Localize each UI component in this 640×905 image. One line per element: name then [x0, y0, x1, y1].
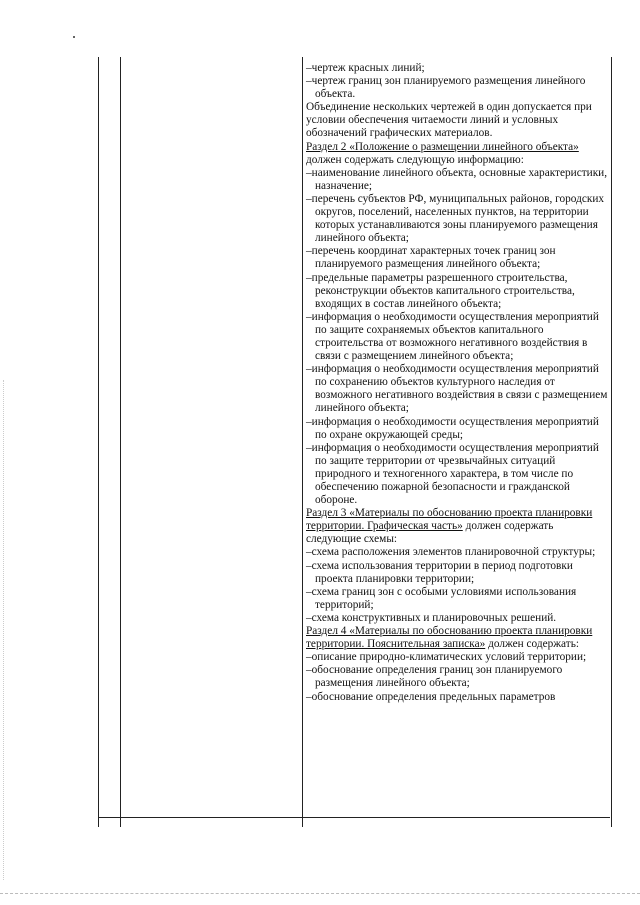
- list-item: –предельные параметры разрешенного строительства, реконструкции объектов капитального строительства, входящих в состав линейного объекта;: [306, 271, 575, 310]
- list-item: –перечень субъектов РФ, муниципальных районов, городских округов, поселений, населенных пунктов, на территории которых устанавливаются зоны планируемого размещения линейного объекта;: [306, 192, 605, 245]
- list-item: –схема расположения элементов планировочной структуры;: [306, 546, 596, 559]
- section-4-title: Раздел 4 «Материалы по обоснованию проекта планировки территории. Пояснительная записка»: [306, 625, 593, 651]
- section-3-title: Раздел 3 «Материалы по обоснованию проекта планировки территории. Графическая часть»: [306, 507, 593, 533]
- section-3-heading: [306, 507, 608, 546]
- section-2-title: Раздел 2 «Положение о размещении линейного объекта»: [306, 140, 579, 153]
- list-item: –описание природно-климатических условий территории;: [306, 651, 587, 664]
- section-2-intro: должен содержать следующую информацию:: [306, 153, 524, 166]
- section-3-intro: должен содержать следующие схемы:: [306, 520, 554, 546]
- scan-edge-artifact: [3, 380, 4, 880]
- list-item: –информация о необходимости осуществления мероприятий по защите сохраняемых объектов капитального строительства от возможного негативного воздействия в связи с размещением линейного объекта;: [306, 310, 599, 363]
- scan-speck: [73, 36, 75, 38]
- section-2-heading: [306, 141, 608, 167]
- list-item: –чертеж красных линий;: [306, 62, 425, 74]
- list-item: –обоснование определения предельных параметров: [306, 690, 556, 703]
- section-4-heading: [306, 625, 608, 651]
- scan-bottom-artifact: [0, 893, 640, 894]
- table-column-divider-1: [120, 57, 121, 827]
- section-4-intro: должен содержать:: [485, 638, 580, 651]
- list-item: –схема использования территории в период подготовки проекта планировки территории;: [306, 559, 573, 585]
- requirements-cell: [306, 62, 608, 704]
- list-item: –схема границ зон с особыми условиями использования территорий;: [306, 585, 577, 611]
- table-bottom-border: [98, 817, 610, 818]
- list-item: –наименование линейного объекта, основные характеристики, назначение;: [306, 166, 608, 192]
- list-item: –информация о необходимости осуществления мероприятий по защите территории от чрезвычайных ситуаций природного и техногенного характера, в том числе по обеспечению пожарной безопасности и гражданской обороне.: [306, 441, 599, 507]
- list-item: –перечень координат характерных точек границ зон планируемого размещения линейного объекта;: [306, 245, 556, 271]
- list-item: –информация о необходимости осуществления мероприятий по охране окружающей среды;: [306, 415, 599, 441]
- list-item: –чертеж границ зон планируемого размещения линейного объекта.: [306, 75, 586, 101]
- list-item: –информация о необходимости осуществления мероприятий по сохранению объектов культурного наследия от возможного негативного воздействия в связи с размещением линейного объекта;: [306, 363, 608, 415]
- list-item: –схема конструктивных и планировочных решений.: [306, 611, 557, 624]
- paragraph: Объединение нескольких чертежей в один допускается при условии обеспечения читаемости линий и условных обозначений графических материалов.: [306, 101, 592, 140]
- table-column-divider-2: [302, 57, 303, 827]
- list-item: –обоснование определения границ зон планируемого размещения линейного объекта;: [306, 664, 563, 690]
